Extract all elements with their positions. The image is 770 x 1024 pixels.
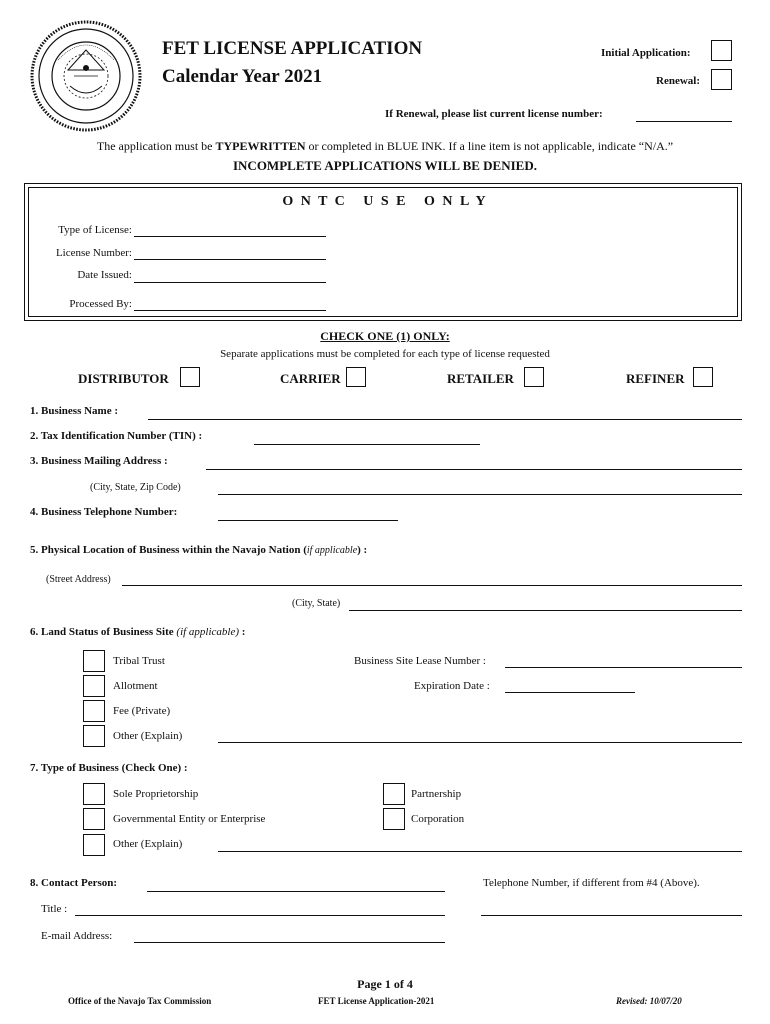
check-one-title: CHECK ONE (1) ONLY:	[320, 329, 450, 343]
contact-phone-note: Telephone Number, if different from #4 (Above).	[483, 877, 700, 889]
telephone-field[interactable]	[218, 520, 398, 521]
email-field[interactable]	[134, 942, 445, 943]
carrier-label: CARRIER	[280, 371, 341, 386]
form-title: FET LICENSE APPLICATION	[162, 38, 423, 59]
city-state-zip-label: (City, State, Zip Code)	[90, 482, 181, 493]
partnership-checkbox[interactable]	[383, 783, 405, 805]
instructions-line	[0, 139, 770, 154]
business-name-field[interactable]	[148, 419, 742, 420]
lease-number-field[interactable]	[505, 667, 742, 668]
physical-location-italic: if applicable	[306, 545, 358, 556]
instructions-bold: TYPEWRITTEN	[215, 139, 306, 153]
navajo-nation-seal-icon	[28, 20, 144, 132]
land-other-checkbox[interactable]	[83, 725, 105, 747]
refiner-checkbox[interactable]	[693, 367, 713, 387]
distributor-label: DISTRIBUTOR	[78, 371, 169, 386]
renewal-license-label: If Renewal, please list current license number:	[385, 108, 603, 120]
allotment-checkbox[interactable]	[83, 675, 105, 697]
expiration-date-field[interactable]	[505, 692, 635, 693]
governmental-entity-checkbox[interactable]	[83, 808, 105, 830]
type-of-license-label: Type of License:	[58, 224, 132, 236]
physical-location-pre: 5. Physical Location of Business within the Navajo Nation (	[30, 544, 307, 556]
land-status-pre: 6. Land Status of Business Site	[30, 626, 177, 638]
check-one-note: Separate applications must be completed for each type of license requested	[220, 348, 550, 360]
expiration-date-label: Expiration Date :	[414, 680, 490, 692]
carrier-checkbox[interactable]	[346, 367, 366, 387]
license-number-label: License Number:	[55, 247, 132, 259]
email-label: E-mail Address:	[41, 930, 113, 942]
city-state-label: (City, State)	[292, 598, 341, 609]
contact-person-label: 8. Contact Person:	[30, 877, 118, 889]
fee-private-checkbox[interactable]	[83, 700, 105, 722]
business-other-label: Other (Explain)	[113, 838, 183, 850]
initial-application-label: Initial Application:	[601, 47, 691, 59]
processed-by-label: Processed By:	[69, 298, 132, 310]
sole-proprietorship-checkbox[interactable]	[83, 783, 105, 805]
business-type-label: 7. Type of Business (Check One) :	[30, 762, 188, 774]
land-other-explain-field[interactable]	[218, 742, 742, 743]
street-address-field[interactable]	[122, 585, 742, 586]
instructions-post: or completed in BLUE INK. If a line item is not applicable, indicate “N/A.”	[305, 139, 674, 153]
tin-field[interactable]	[254, 444, 480, 445]
lease-number-label: Business Site Lease Number :	[354, 655, 486, 667]
city-state-field[interactable]	[349, 610, 742, 611]
mailing-address-label: 3. Business Mailing Address :	[30, 455, 168, 467]
footer-office: Office of the Navajo Tax Commission	[68, 996, 212, 1006]
street-address-label: (Street Address)	[46, 574, 111, 585]
type-of-license-field[interactable]	[134, 236, 326, 237]
contact-title-field[interactable]	[75, 915, 445, 916]
license-number-field[interactable]	[134, 259, 326, 260]
renewal-license-field[interactable]	[636, 121, 732, 122]
telephone-label: 4. Business Telephone Number:	[30, 506, 178, 518]
business-name-label: 1. Business Name :	[30, 405, 119, 417]
land-status-label	[30, 626, 245, 638]
business-other-explain-field[interactable]	[218, 851, 742, 852]
ontc-title: O N T C U S E O N L Y	[282, 194, 488, 209]
contact-title-label: Title :	[41, 903, 68, 915]
processed-by-field[interactable]	[134, 310, 326, 311]
page-number: Page 1 of 4	[357, 977, 413, 991]
tribal-trust-checkbox[interactable]	[83, 650, 105, 672]
corporation-checkbox[interactable]	[383, 808, 405, 830]
refiner-label: REFINER	[626, 371, 685, 386]
form-subtitle: Calendar Year 2021	[162, 66, 323, 87]
distributor-checkbox[interactable]	[180, 367, 200, 387]
tribal-trust-label: Tribal Trust	[113, 655, 165, 667]
corporation-label: Corporation	[411, 813, 465, 825]
incomplete-warning: INCOMPLETE APPLICATIONS WILL BE DENIED.	[232, 158, 537, 173]
contact-person-field[interactable]	[147, 891, 445, 892]
governmental-entity-label: Governmental Entity or Enterprise	[113, 813, 266, 825]
mailing-address-field[interactable]	[206, 469, 742, 470]
city-state-zip-field[interactable]	[218, 494, 742, 495]
physical-location-post: ) :	[357, 544, 368, 556]
business-other-checkbox[interactable]	[83, 834, 105, 856]
date-issued-field[interactable]	[134, 282, 326, 283]
retailer-label: RETAILER	[447, 371, 514, 386]
tin-label: 2. Tax Identification Number (TIN) :	[30, 430, 203, 442]
footer-form-name: FET License Application-2021	[318, 996, 435, 1006]
partnership-label: Partnership	[411, 788, 462, 800]
date-issued-label: Date Issued:	[77, 269, 132, 281]
land-status-post: :	[239, 626, 246, 638]
land-status-italic: (if applicable)	[176, 626, 240, 638]
instructions-pre: The application must be	[96, 139, 216, 153]
renewal-label: Renewal:	[656, 75, 700, 87]
physical-location-label	[30, 544, 367, 556]
retailer-checkbox[interactable]	[524, 367, 544, 387]
initial-application-checkbox[interactable]	[711, 40, 732, 61]
renewal-checkbox[interactable]	[711, 69, 732, 90]
footer-revised: Revised: 10/07/20	[616, 996, 682, 1006]
fee-private-label: Fee (Private)	[113, 705, 171, 717]
contact-phone-field[interactable]	[481, 915, 742, 916]
land-other-label: Other (Explain)	[113, 730, 183, 742]
allotment-label: Allotment	[113, 680, 158, 692]
sole-proprietorship-label: Sole Proprietorship	[113, 788, 199, 800]
